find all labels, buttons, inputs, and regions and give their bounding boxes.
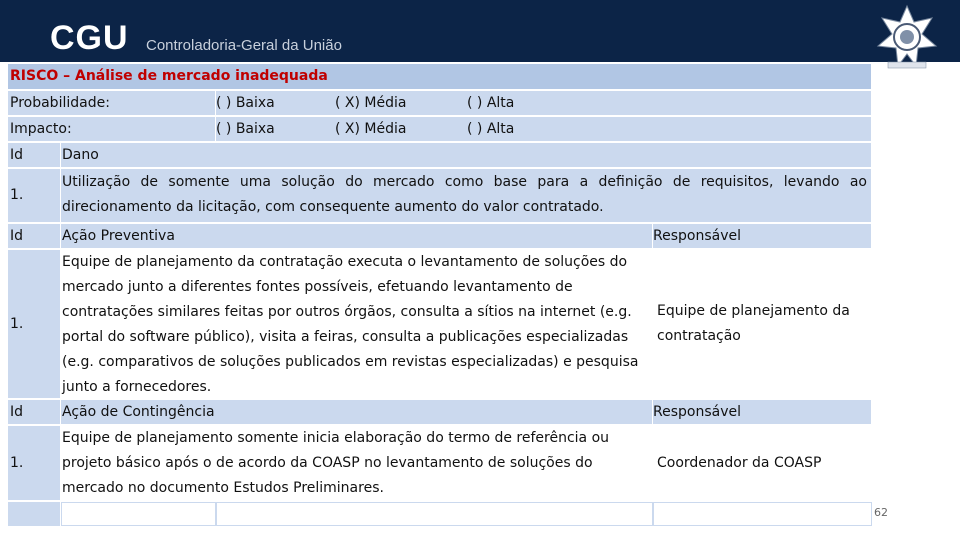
dano-row	[8, 169, 872, 222]
probabilidade-baixa: ( ) Baixa	[216, 95, 275, 111]
dano-id-header: Id	[8, 143, 61, 167]
dano-id: 1.	[8, 169, 61, 222]
impacto-alta: ( ) Alta	[467, 121, 515, 137]
page-number: 62	[874, 506, 888, 519]
impacto-row	[8, 117, 872, 141]
probabilidade-row	[8, 91, 872, 115]
risk-title: RISCO – Análise de mercado inadequada	[10, 68, 328, 84]
impacto-baixa: ( ) Baixa	[216, 121, 275, 137]
preventiva-id: 1.	[8, 250, 61, 398]
impacto-media: ( X) Média	[335, 121, 407, 137]
probabilidade-alta: ( ) Alta	[467, 95, 515, 111]
empty-row	[8, 502, 872, 526]
cgu-logo: CGU	[50, 19, 129, 57]
contingencia-header: Ação de Contingência	[61, 400, 653, 424]
risk-title-row	[8, 64, 872, 89]
preventiva-row	[8, 250, 872, 398]
dano-text: Utilização de somente uma solução do mercado como base para a definição de requisitos, levando ao direcionamento da licitação, com consequente aumento do valor contratado.	[61, 169, 872, 222]
preventiva-resp-header: Responsável	[653, 224, 872, 248]
contingencia-resp: Coordenador da COASP	[653, 426, 872, 500]
probabilidade-media: ( X) Média	[335, 95, 407, 111]
preventiva-id-header: Id	[8, 224, 61, 248]
contingencia-text: Equipe de planejamento somente inicia elaboração do termo de referência ou projeto básico após o de acordo da COASP no levantamento de soluções do mercado no documento Estudos Preliminares.	[61, 426, 653, 500]
contingencia-id-header: Id	[8, 400, 61, 424]
dano-header: Dano	[61, 143, 872, 167]
dano-header-row	[8, 143, 872, 167]
contingencia-row	[8, 426, 872, 500]
preventiva-header-row	[8, 224, 872, 248]
contingencia-header-row	[8, 400, 872, 424]
probabilidade-label: Probabilidade:	[8, 91, 216, 115]
preventiva-header: Ação Preventiva	[61, 224, 653, 248]
brasao-icon	[874, 4, 940, 74]
cgu-subtitle: Controladoria-Geral da União	[146, 37, 342, 54]
preventiva-text: Equipe de planejamento da contratação executa o levantamento de soluções do mercado junto a diferentes fontes possíveis, efetuando levantamento de contratações similares feitas por outros órgãos, consulta a sítios na internet (e.g. portal do software público), visita a feiras, consulta a publicações especializadas (e.g. comparativos de soluções publicados em revistas especializadas) e pesquisa junto a fornecedores.	[61, 250, 653, 398]
contingencia-resp-header: Responsável	[653, 400, 872, 424]
impacto-label: Impacto:	[8, 117, 216, 141]
header-banner	[0, 0, 960, 62]
preventiva-resp: Equipe de planejamento da contratação	[653, 250, 872, 398]
contingencia-id: 1.	[8, 426, 61, 500]
